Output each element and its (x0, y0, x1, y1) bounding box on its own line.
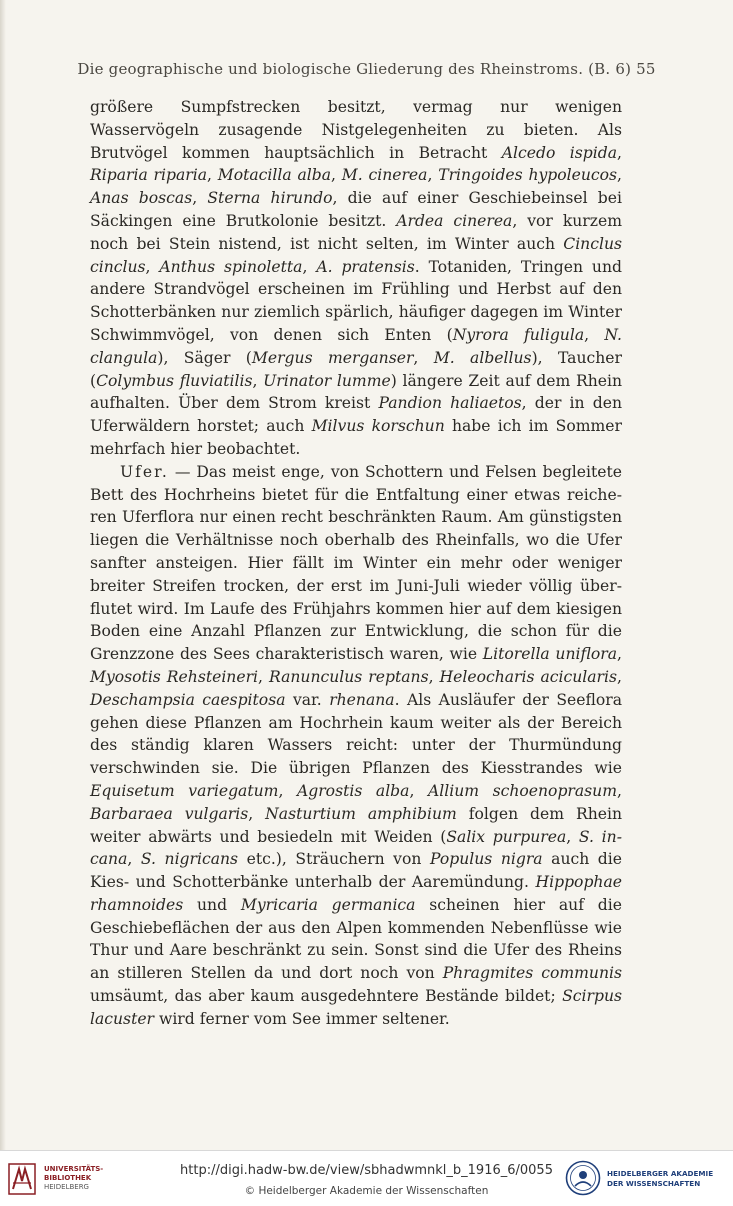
academy-logo[interactable] (565, 1160, 730, 1200)
footer-url-link[interactable]: http://digi.hadw-bw.de/view/sbhadwmnkl_b_1916_6/0055 (180, 1163, 553, 1178)
paragraph-birds: größere Sumpfstrecken besitzt, vermag nur wenigen Wasservögeln zusagende Nistgelegenheiten zu bieten. Als Brutvögel kommen hauptsächlich in Betracht Alcedo ispida, Riparia riparia, Motacilla alba, M. cinerea, Tringoides hypoleucos, Anas boscas, Sterna hirundo, die auf einer Geschiebeinsel bei Säckingen eine Brutkolonie besitzt. Ardea cinerea, vor kurzem noch bei Stein nistend, ist nicht selten, im Winter auch Cinclus cinclus, Anthus spinoletta, A. pratensis. Totaniden, Tringen und andere Strandvögel erscheinen im Frühling und Herbst auf den Schotterbänken nur ziemlich spärlich, häufiger dagegen im Winter Schwimmvögel, von denen sich Enten (Nyrora fuligula, N. clangula), Säger (Mergus merganser, M. albellus), Taucher (Colymbus fluviatilis, Urinator lumme) längere Zeit auf dem Rhein aufhalten. Über dem Strom kreist Pandion haliaetos, der in den Uferwäldern horstet; auch Milvus korschun habe ich im Sommer mehrfach hier beobachtet. (90, 98, 623, 458)
academy-seal-icon (565, 1160, 601, 1196)
page-edge-shadow (0, 0, 6, 1150)
paragraph-ufer: Ufer. — Das meist enge, von Schottern und Felsen begleitete Bett des Hochrheins bietet für die Entfaltung einer etwas reicheren Uferflora nur einen recht beschränkten Raum. Am günstigsten liegen die Verhältnisse noch oberhalb des Rheinfalls, wo die Ufer sanfter ansteigen. Hier fällt im Winter ein mehr oder weniger breiter Streifen trocken, der erst im Juni-Juli wieder völlig überflutet wird. Im Laufe des Frühjahrs kommen hier auf dem kiesigen Boden eine Anzahl Pflanzen zur Entwicklung, die schon für die Grenzzone des Sees charakteristisch waren, wie Litorella uniflora, Myosotis Rehsteineri, Ranunculus reptans, Heleocharis acicularis, Deschampsia caespitosa var. rhenana. Als Ausläufer der Seeflora gehen diese Pflanzen am Hochrhein kaum weiter als der Bereich des ständig klaren Wassers reicht: unter der Thurmündung verschwinden sie. Die übrigen Pflanzen des Kiesstrandes wie Equisetum variegatum, Agrostis alba, Allium schoenoprasum, Barbaraea vulgaris, Nasturtium amphibium folgen dem Rhein weiter abwärts und besiedeln mit Weiden (Salix purpurea, S. incana, S. nigricans etc.), Sträuchern von Populus nigra auch die Kies- und Schotterbänke unterhalb der Aaremündung. Hippophae rhamnoides und Myricaria germanica scheinen hier auf die Geschiebeflächen der aus den Alpen kommenden Nebenflüsse wie Thur und Aare beschränkt zu sein. Sonst sind die Ufer des Rheins an stilleren Stellen da und dort noch von Phragmites communis umsäumt, das aber kaum ausgedehntere Bestände bildet; Scirpus lacuster wird ferner vom See immer seltener. (90, 462, 623, 1028)
body-text (90, 96, 622, 1031)
footer-bar (0, 1150, 733, 1206)
library-logo-text: UNIVERSITÄTS- BIBLIOTHEK HEIDELBERG (44, 1165, 104, 1191)
section-lead-ufer: Ufer. (120, 462, 169, 481)
academy-logo-text: HEIDELBERGER AKADEMIE DER WISSENSCHAFTEN (607, 1169, 714, 1188)
running-head: Die geographische und biologische Gliederung des Rheinstroms. (B. 6) 55 (77, 60, 656, 78)
footer-copyright: © Heidelberger Akademie der Wissenschaften (244, 1185, 489, 1197)
